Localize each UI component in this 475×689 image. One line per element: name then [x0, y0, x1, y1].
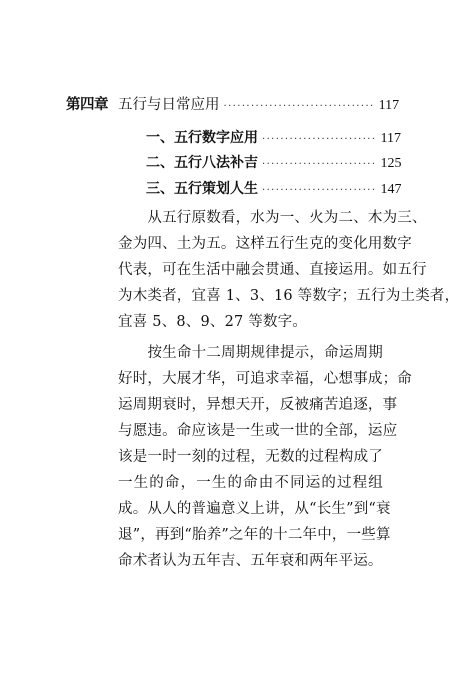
toc-leader-dots: ························· [262, 134, 377, 145]
body-line: 退”，再到“胎养”之年的十二年中，一些算 [118, 527, 391, 543]
chapter-title: 五行与日常应用 [118, 97, 220, 113]
chapter-label: 第四章 [66, 97, 108, 113]
toc-section-row[interactable] [146, 128, 401, 148]
section-title: 二、五行八法补吉 [146, 155, 258, 171]
body-line: 该是一时一刻的过程，无数的过程构成了 [118, 449, 383, 465]
toc-leader-dots: ························· [262, 159, 377, 170]
body-line: 代表，可在生活中融会贯通、直接运用。如五行 [118, 262, 427, 278]
paragraph-five-elements-numbers [118, 205, 460, 335]
body-line: 金为四、土为五。这样五行生克的变化用数字 [118, 236, 412, 252]
toc-section-row[interactable] [146, 153, 402, 173]
section-page-number: 147 [380, 182, 402, 197]
toc-chapter-row[interactable] [66, 95, 400, 115]
body-line: 与愿违。命应该是一生或一世的全部，运应 [118, 423, 398, 439]
body-line: 按生命十二周期规律提示，命运周期 [118, 345, 383, 361]
body-line: 成。从人的普遍意义上讲，从“长生”到“衰 [118, 501, 391, 517]
body-line: 宜喜 5、8、9、27 等数字。 [118, 314, 308, 330]
body-line: 从五行原数看，水为一、火为二、木为三、 [118, 210, 427, 226]
body-line: 一生的命，一生的命由不同运的过程组 [118, 475, 383, 491]
body-line: 运周期衰时，异想天开，反被痛苦追逐，事 [118, 397, 398, 413]
body-line: 为木类者，宜喜 1、3、16 等数字；五行为土类者， [118, 288, 460, 304]
section-page-number: 125 [380, 156, 402, 171]
toc-leader-dots: ························· [262, 185, 377, 196]
section-title: 三、五行策划人生 [146, 181, 258, 197]
body-line: 命术者认为五年吉、五年衰和两年平运。 [118, 553, 383, 569]
chapter-page-number: 117 [378, 98, 400, 113]
section-title: 一、五行数字应用 [146, 130, 258, 146]
section-page-number: 117 [380, 131, 401, 146]
paragraph-life-cycle [118, 340, 412, 574]
toc-section-row[interactable] [146, 179, 402, 199]
body-line: 好时，大展才华，可追求幸福，心想事成；命 [118, 371, 412, 387]
toc-leader-dots: ································· [223, 101, 375, 112]
